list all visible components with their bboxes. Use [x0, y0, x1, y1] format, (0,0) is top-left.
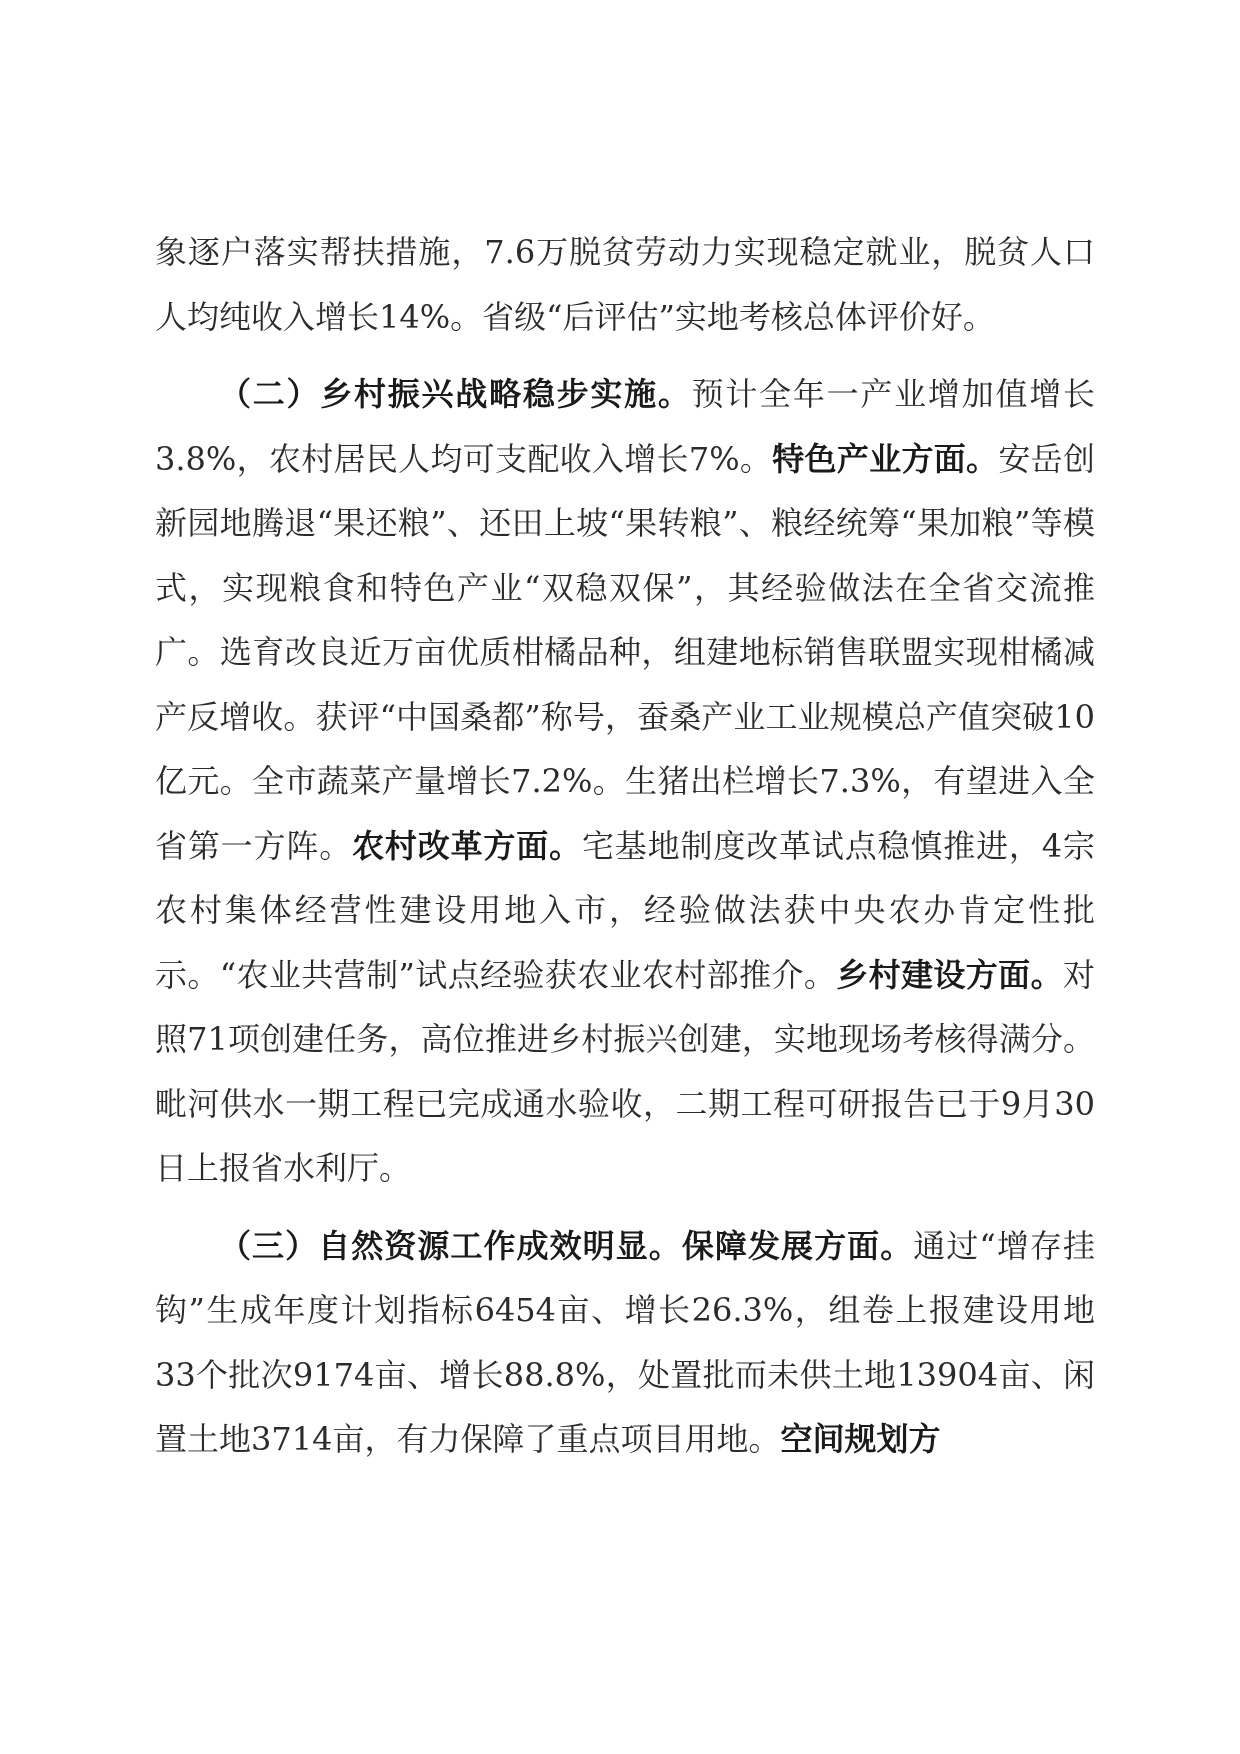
paragraph-natural-resources — [155, 1214, 1095, 1472]
text-segment: 预计全年一产业增加值增长3.8%，农村居民人均可支配收入增长7%。 — [155, 375, 1095, 478]
text-segment: 安岳创新园地腾退“果还粮”、还田上坡“果转粮”、粮经统筹“果加粮”等模式，实现粮食和特色产业“双稳双保”，其经验做法在全省交流推广。选育改良近万亩优质柑橘品种，组建地标销售联盟实现柑橘减产反增收。获评“中国桑都”称号，蚕桑产业工业规模总产值突破10亿元。全市蔬菜产量增长7.2%。生猪出栏增长7.3%，有望进入全省第一方阵。 — [155, 439, 1095, 865]
paragraph-poverty-continuation — [155, 220, 1095, 349]
text-segment: 对照71项创建任务，高位推进乡村振兴创建，实地现场考核得满分。毗河供水一期工程已完成通水验收，二期工程可研报告已于9月30日上报省水利厅。 — [155, 955, 1095, 1187]
subheading-rural-construction: 乡村建设方面。 — [836, 955, 1063, 994]
text-segment: 宅基地制度改革试点稳慎推进，4宗农村集体经营性建设用地入市，经验做法获中央农办肯定性批示。“农业共营制”试点经验获农业农村部推介。 — [155, 826, 1095, 994]
text-segment: 象逐户落实帮扶措施，7.6万脱贫劳动力实现稳定就业，脱贫人口人均纯收入增长14%。省级“后评估”实地考核总体评价好。 — [155, 233, 1095, 336]
section-heading-rural-revitalization: （二）乡村振兴战略稳步实施。 — [219, 375, 692, 413]
document-body — [155, 220, 1095, 1472]
paragraph-rural-revitalization — [155, 362, 1095, 1201]
subheading-development-guarantee: 保障发展方面。 — [681, 1226, 914, 1265]
subheading-spatial-planning: 空间规划方 — [780, 1420, 941, 1458]
subheading-rural-reform: 农村改革方面。 — [352, 826, 582, 865]
section-heading-natural-resources: （三）自然资源工作成效明显。 — [219, 1226, 682, 1265]
text-segment: 通过“增存挂钩”生成年度计划指标6454亩、增长26.3%，组卷上报建设用地33个批次9174亩、增长88.8%，处置批而未供土地13904亩、闲置土地3714亩，有力保障了重点项目用地。 — [155, 1226, 1095, 1458]
subheading-specialty-industry: 特色产业方面。 — [772, 439, 999, 478]
